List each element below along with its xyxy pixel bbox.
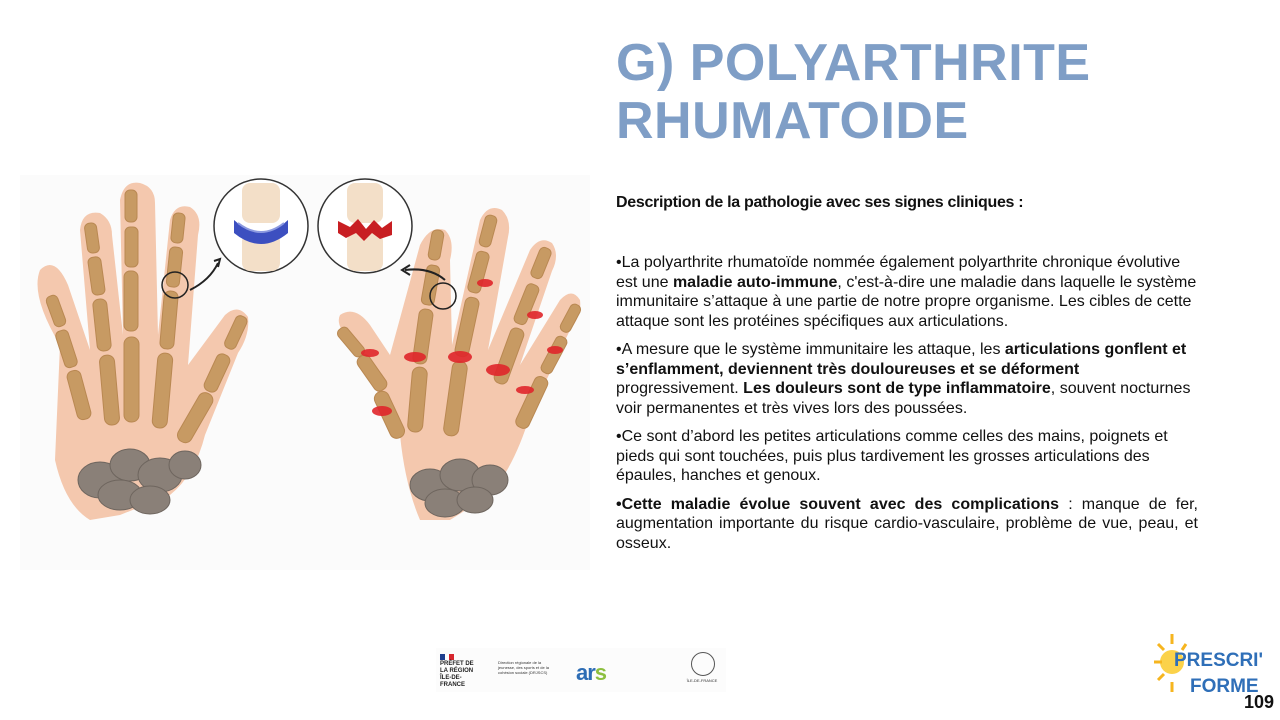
- description-heading: Description de la pathologie avec ses signes cliniques :: [616, 194, 1024, 211]
- paragraph-complications: [616, 495, 1198, 554]
- description-body: [616, 253, 1198, 562]
- p2-text-a: •A mesure que le système immunitaire les attaque, les: [616, 341, 1005, 358]
- title-line-1: G) POLYARTHRITE: [616, 34, 1091, 92]
- slide-title: [616, 34, 1256, 150]
- prefet-text: PRÉFET DE LA RÉGION ÎLE-DE-FRANCE: [440, 661, 474, 688]
- hands-illustration: [20, 175, 590, 570]
- prescri-forme-logo: [1150, 630, 1272, 700]
- p2-bold-2: Les douleurs sont de type inflammatoire: [743, 380, 1051, 397]
- prescri-line1: PRESCRI': [1174, 650, 1263, 671]
- seal-caption: ÎLE-DE-FRANCE: [686, 678, 718, 683]
- inflamed-joint-zoom-icon: [318, 179, 412, 273]
- p4-bold: •Cette maladie évolue souvent avec des complications: [616, 495, 1060, 513]
- drjscs-logo: Direction régionale de la jeunesse, des sports et de la cohésion sociale (DRJSCS): [498, 660, 549, 675]
- ars-text-b: s: [594, 660, 607, 685]
- partner-logos: [436, 648, 726, 692]
- healthy-joint-zoom-icon: [214, 179, 308, 273]
- p2-bold-1: articulations gonflent et s’enflamment, deviennent très douloureuses et se déforment: [616, 341, 1187, 378]
- page-number: 109: [1244, 692, 1275, 712]
- paragraph-autoimmune: [616, 253, 1198, 331]
- ars-text-a: ar: [576, 660, 595, 685]
- p1-bold: maladie auto-immune: [672, 273, 838, 291]
- paragraph-joints: [616, 340, 1198, 418]
- p4-text-b: : manque de fer, augmentation importante du risque cardio-vasculaire, problème de vue, peau, et osseux.: [616, 495, 1199, 552]
- p2-text-e: , souvent nocturnes voir permanentes et très vives lors des poussées.: [616, 380, 1191, 417]
- french-flag-icon: [440, 654, 454, 660]
- prescri-line2: FORME: [1190, 676, 1259, 697]
- p1-text-a: •La polyarthrite rhumatoïde nommée également polyarthrite chronique évolutive est une: [616, 254, 1181, 291]
- ars-logo: [576, 660, 606, 686]
- p1-text-c: , c'est-à-dire une maladie dans laquelle le système immunitaire s’attaque à une partie de notre propre organisme. Les cibles de cette attaque sont les protéines spécifiques aux articulations.: [616, 273, 1197, 330]
- prefet-logo: [440, 654, 480, 689]
- title-line-2: RHUMATOIDE: [616, 92, 969, 150]
- seal-icon: [691, 652, 715, 676]
- p2-text-c: progressivement.: [616, 380, 744, 397]
- paragraph-small-joints: •Ce sont d’abord les petites articulations comme celles des mains, poignets et pieds qui sont touchées, puis plus tardivement les grosses articulations des épaules, hanches et genoux.: [616, 428, 1168, 484]
